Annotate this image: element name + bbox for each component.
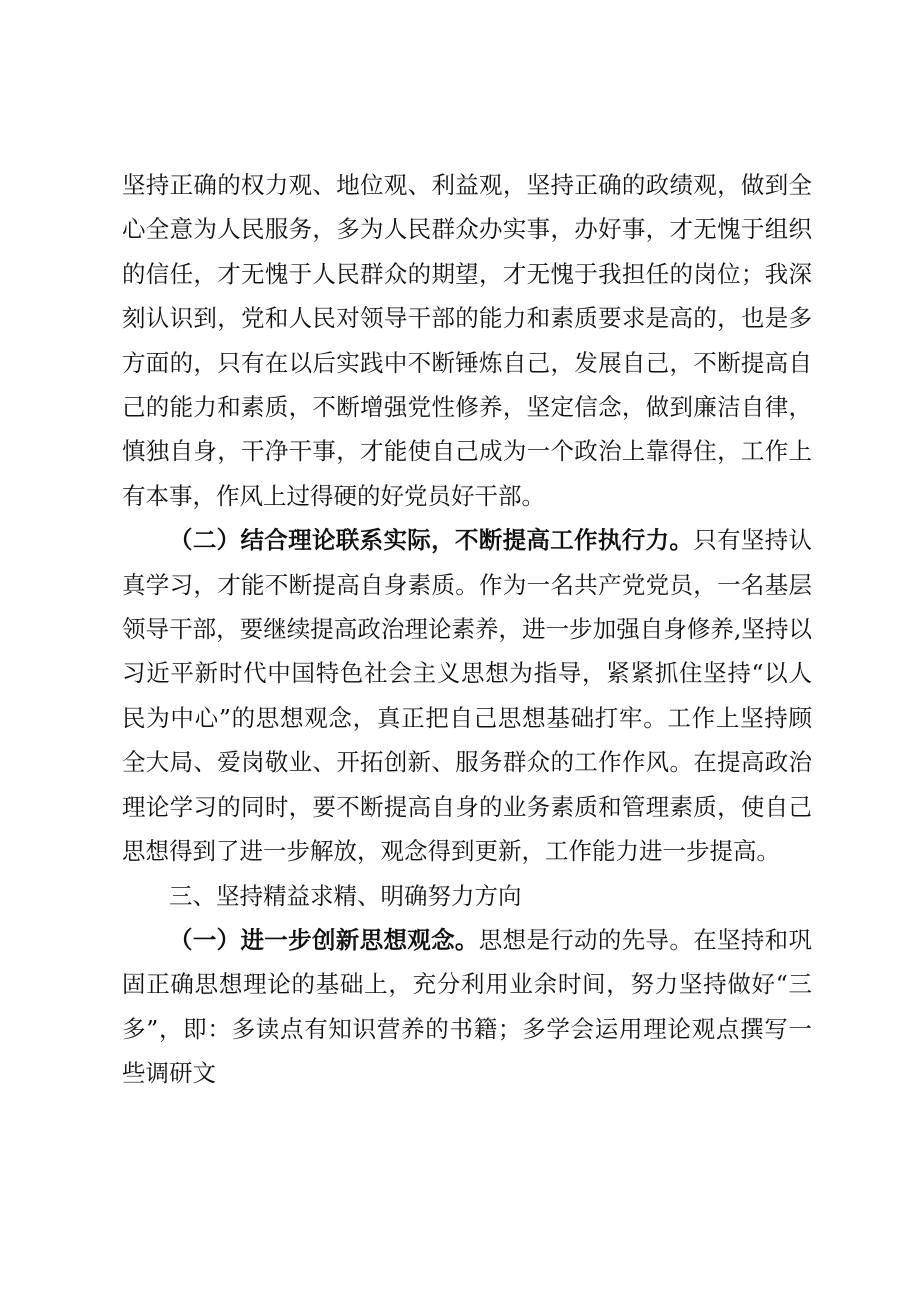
paragraph-2 <box>122 518 812 873</box>
paragraph-3-text: 思想是行动的先导。在坚持和巩固正确思想理论的基础上，充分利用业余时间，努力坚持做好“三多”，即：多读点有知识营养的书籍；多学会运用理论观点撰写一些调研文 <box>122 925 812 1088</box>
document-body <box>122 163 812 1096</box>
paragraph-1-text: 坚持正确的权力观、地位观、利益观，坚持正确的政绩观，做到全心全意为人民服务，多为人民群众办实事，办好事，才无愧于组织的信任，才无愧于人民群众的期望，才无愧于我担任的岗位；我深刻认识到，党和人民对领导干部的能力和素质要求是高的，也是多方面的，只有在以后实践中不断锤炼自己，发展自己，不断提高自己的能力和素质，不断增强党性修养，坚定信念，做到廉洁自律，慎独自身，干净干事，才能使自己成为一个政治上靠得住，工作上有本事，作风上过得硬的好党员好干部。 <box>122 171 812 510</box>
paragraph-3 <box>122 918 812 1096</box>
paragraph-2-text: 只有坚持认真学习，才能不断提高自身素质。作为一名共产党党员，一名基层领导干部，要继续提高政治理论素养，进一步加强自身修养,坚持以习近平新时代中国特色社会主义思想为指导，紧紧抓住坚持“以人民为中心”的思想观念，真正把自己思想基础打牢。工作上坚持顾全大局、爱岗敬业、开拓创新、服务群众的工作作风。在提高政治理论学习的同时，要不断提高自身的业务素质和管理素质，使自己思想得到了进一步解放，观念得到更新，工作能力进一步提高。 <box>122 526 813 866</box>
paragraph-2-lead: （二）结合理论联系实际，不断提高工作执行力。 <box>169 526 694 555</box>
paragraph-3-lead: （一）进一步创新思想观念。 <box>169 925 479 954</box>
section-heading-3: 三、坚持精益求精、明确努力方向 <box>169 881 522 910</box>
paragraph-1 <box>122 163 812 518</box>
